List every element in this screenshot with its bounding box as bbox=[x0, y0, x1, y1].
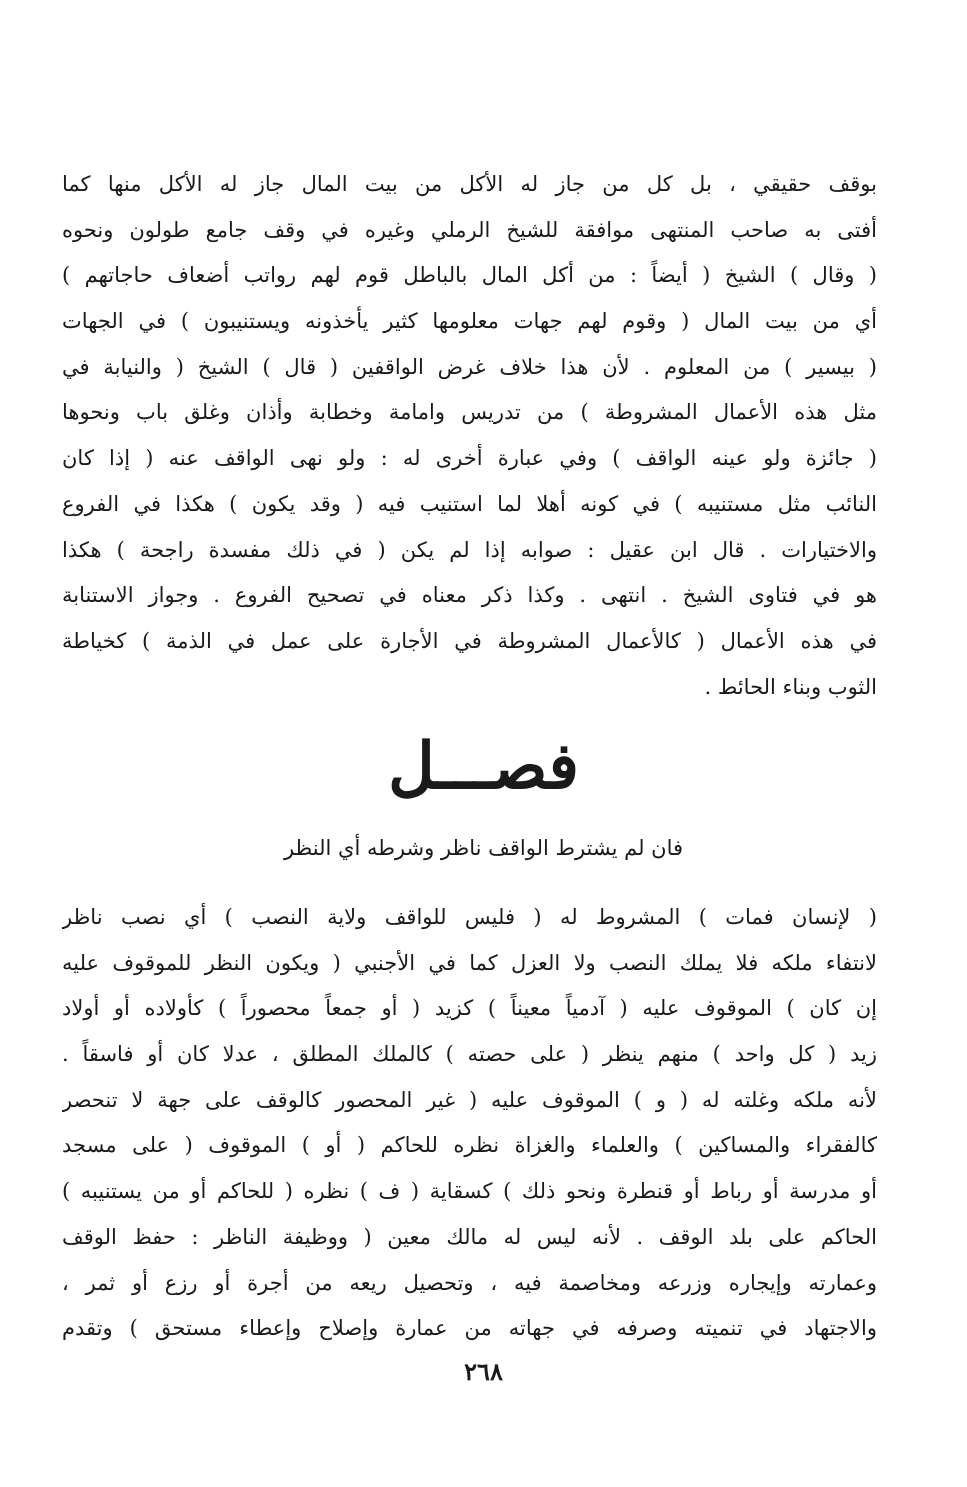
text-line: لأنه ملكه وغلته له ( و ) الموقوف عليه ( غير المحصور كالوقف على جهة لا تنحصر bbox=[62, 1087, 877, 1112]
section-subheading: فان لم يشترط الواقف ناظر وشرطه أي النظر bbox=[283, 836, 684, 860]
text-line: بوقف حقيقي ، بل كل من جاز له الأكل من بيت المال جاز له الأكل منها كما bbox=[62, 172, 877, 196]
section-heading: فصـــل bbox=[388, 729, 579, 804]
text-line: الثوب وبناء الحائط . bbox=[704, 674, 877, 699]
text-line: والاجتهاد في تنميته وصرفه في جهاته من عمارة وإصلاح وإعطاء مستحق ) وتقدم bbox=[62, 1316, 877, 1341]
text-line: أو مدرسة أو رباط أو قنطرة ونحو ذلك ) كسقاية ( ف ) نظره ( للحاكم أو من يستنيبه ) bbox=[62, 1179, 877, 1204]
text-line: ( وقال ) الشيخ ( أيضاً : من أكل المال بالباطل قوم لهم رواتب أضعاف حاجاتهم ) bbox=[62, 263, 877, 288]
text-line: في هذه الأعمال ( كالأعمال المشروطة في الأجارة على عمل في الذمة ) كخياطة bbox=[62, 628, 877, 653]
text-line: كالفقراء والمساكين ) والعلماء والغزاة نظره للحاكم ( أو ) الموقوف ( على مسجد bbox=[62, 1133, 877, 1158]
paragraph-1 bbox=[62, 162, 877, 710]
text-line: الحاكم على بلد الوقف . لأنه ليس له مالك معين ( ووظيفة الناظر : حفظ الوقف bbox=[62, 1224, 877, 1249]
text-line: هو في فتاوى الشيخ . انتهى . وكذا ذكر معناه في تصحيح الفروع . وجواز الاستنابة bbox=[62, 583, 877, 608]
text-line: إن كان ) الموقوف عليه ( آدمياً معيناً ) كزيد ( أو جمعاً محصوراً ) كأولاده أو أولاد bbox=[62, 996, 877, 1021]
text-line: أفتى به صاحب المنتهى موافقة للشيخ الرملي وغيره في وقف جامع طولون ونحوه bbox=[62, 217, 877, 242]
text-line: وعمارته وإيجاره وزرعه ومخاصمة فيه ، وتحصيل ريعه من أجرة أو رزع أو ثمر ، bbox=[62, 1270, 877, 1295]
text-line: لانتفاء ملكه فلا يملك النصب ولا العزل كما في الأجنبي ( ويكون النظر للموقوف عليه bbox=[62, 950, 877, 975]
text-line: والاختيارات . قال ابن عقيل : صوابه إذا لم يكن ( في ذلك مفسدة راجحة ) هكذا bbox=[62, 537, 877, 562]
text-line: النائب مثل مستنيبه ) في كونه أهلا لما استنيب فيه ( وقد يكون ) هكذا في الفروع bbox=[62, 491, 877, 516]
text-line: ( بيسير ) من المعلوم . لأن هذا خلاف غرض الواقفين ( قال ) الشيخ ( والنيابة في bbox=[62, 354, 877, 379]
text-line: زيد ( كل واحد ) منهم ينظر ( على حصته ) كالملك المطلق ، عدلا كان أو فاسقاً . bbox=[62, 1042, 877, 1067]
page-number: ٢٦٨ bbox=[464, 1357, 503, 1386]
text-line: مثل هذه الأعمال المشروطة ) من تدريس وامامة وخطابة وأذان وغلق باب ونحوها bbox=[62, 400, 877, 425]
text-line: ( لإنسان فمات ) المشروط له ( فليس للواقف ولاية النصب ) أي نصب ناظر bbox=[62, 905, 877, 929]
text-line: ( جائزة ولو عينه الواقف ) وفي عبارة أخرى له : ولو نهى الواقف عنه ( إذا كان bbox=[62, 446, 877, 471]
text-line: أي من بيت المال ( وقوم لهم جهات معلومها كثير يأخذونه ويستنيبون ) في الجهات bbox=[62, 309, 877, 334]
paragraph-2 bbox=[62, 895, 877, 1352]
